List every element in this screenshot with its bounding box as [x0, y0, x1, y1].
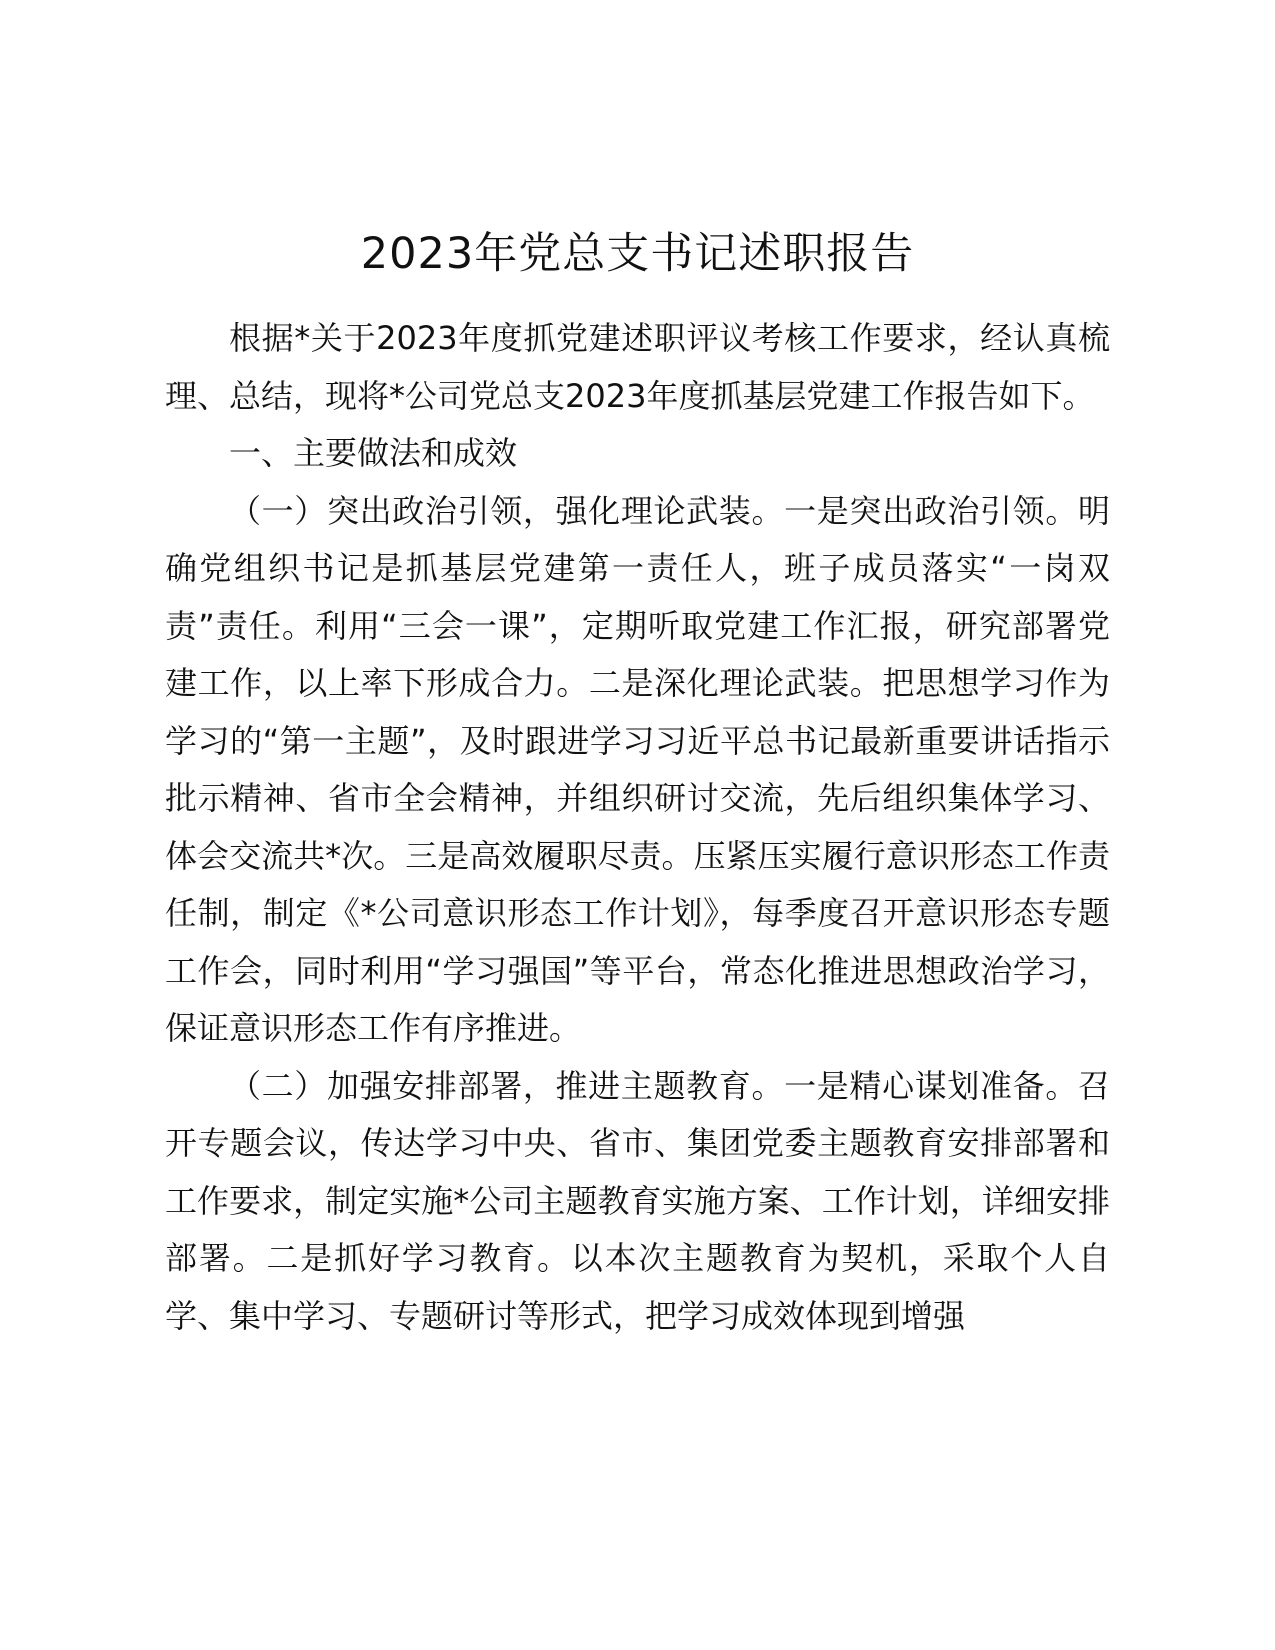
- paragraph-intro: 根据*关于2023年度抓党建述职评议考核工作要求，经认真梳理、总结，现将*公司党总支2023年度抓基层党建工作报告如下。: [165, 319, 1110, 415]
- paragraph-political-guidance: （一）突出政治引领，强化理论武装。一是突出政治引领。明确党组织书记是抓基层党建第一责任人，班子成员落实“一岗双责”责任。利用“三会一课”，定期听取党建工作汇报，研究部署党建工作，以上率下形成合力。二是深化理论武装。把思想学习作为学习的“第一主题”，及时跟进学习习近平总书记最新重要讲话指示批示精神、省市全会精神，并组织研讨交流，先后组织集体学习、体会交流共*次。三是高效履职尽责。压紧压实履行意识形态工作责任制，制定《*公司意识形态工作计划》，每季度召开意识形态专题工作会，同时利用“学习强国”等平台，常态化推进思想政治学习，保证意识形态工作有序推进。: [165, 491, 1110, 1047]
- document-body: [165, 310, 1110, 1345]
- section-heading: 一、主要做法和成效: [229, 434, 518, 472]
- document-title: 2023年党总支书记述职报告: [360, 229, 915, 279]
- paragraph-theme-education: （二）加强安排部署，推进主题教育。一是精心谋划准备。召开专题会议，传达学习中央、省市、集团党委主题教育安排部署和工作要求，制定实施*公司主题教育实施方案、工作计划，详细安排部署。二是抓好学习教育。以本次主题教育为契机，采取个人自学、集中学习、专题研讨等形式，把学习成效体现到增强: [165, 1066, 1110, 1335]
